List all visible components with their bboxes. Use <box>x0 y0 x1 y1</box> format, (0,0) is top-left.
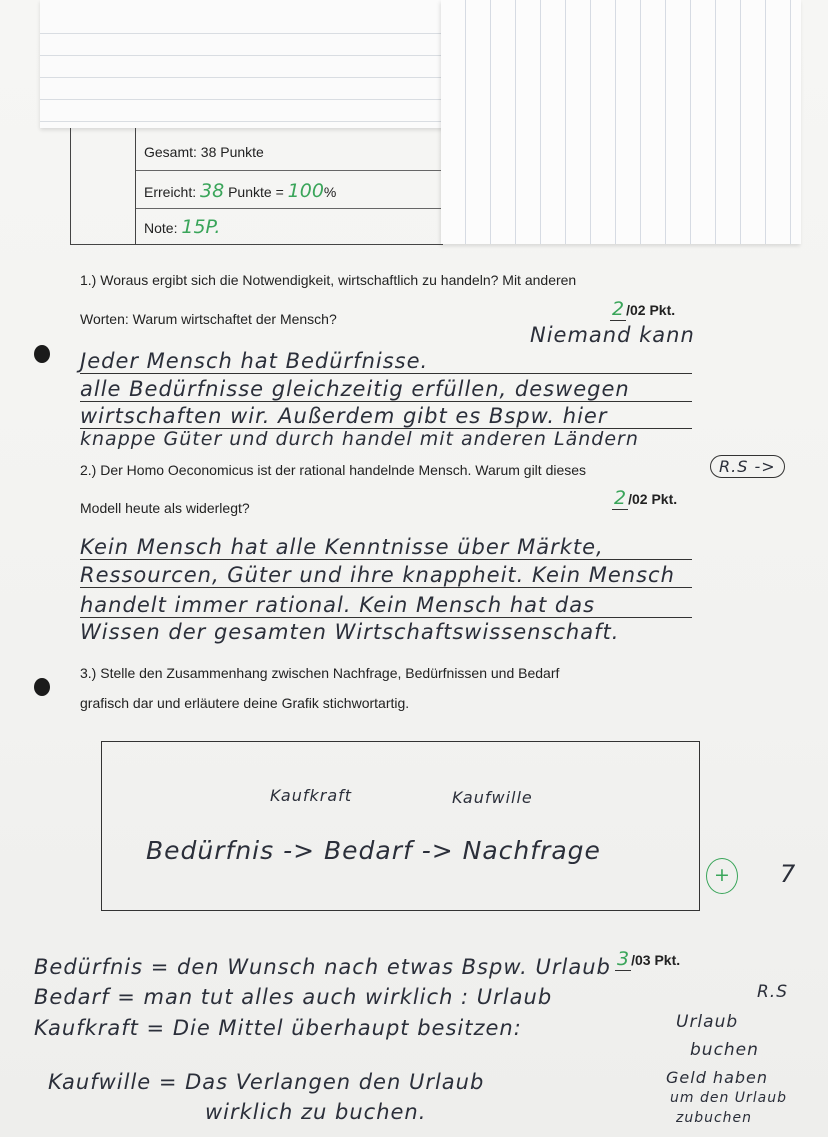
sticky-note-lined <box>40 0 444 128</box>
question-1-points-achieved: 2 <box>612 298 625 320</box>
grader-plus-mark: + <box>706 858 738 894</box>
answer-3-side-note: Urlaub <box>676 1012 739 1032</box>
answer-1-line: Jeder Mensch hat Bedürfnisse. <box>80 349 692 374</box>
diagram-label-kaufkraft: Kaufkraft <box>270 786 353 805</box>
question-1-text: 1.) Woraus ergibt sich die Notwendigkeit, wirtschaftlich zu handeln? Mit anderen <box>80 272 577 288</box>
question-1-points <box>610 298 675 321</box>
answer-2-line: Ressourcen, Güter und ihre knappheit. Kein Mensch <box>80 563 692 588</box>
question-3-points-max: /03 Pkt. <box>631 952 681 968</box>
answer-3-line: Bedürfnis = den Wunsch nach etwas Bspw. Urlaub <box>34 955 611 979</box>
achieved-label: Erreicht: <box>144 184 197 200</box>
binder-hole <box>34 345 50 363</box>
answer-3-line: Bedarf = man tut alles auch wirklich : Urlaub <box>34 985 553 1009</box>
answer-1-insert: Niemand kann <box>530 323 695 347</box>
score-divider <box>136 208 441 209</box>
answer-2-line: handelt immer rational. Kein Mensch hat das <box>80 593 692 618</box>
answer-2-line: Wissen der gesamten Wirtschaftswissenschaft. <box>80 620 620 644</box>
score-box <box>70 128 443 245</box>
answer-1-margin-note: R.S -> <box>710 455 785 478</box>
question-3-points <box>615 948 680 971</box>
answer-3-line: Kaufkraft = Die Mittel überhaupt besitzen: <box>34 1016 522 1040</box>
answer-3-side-note: buchen <box>690 1040 759 1060</box>
achieved-points-row <box>144 180 336 202</box>
percent-value: 100 <box>287 180 324 202</box>
score-box-inner <box>135 128 441 244</box>
question-3-points-achieved: 3 <box>617 948 630 970</box>
question-2-text: 2.) Der Homo Oeconomicus ist der rational handelnde Mensch. Warum gilt dieses <box>80 462 587 478</box>
question-2-text-cont: Modell heute als widerlegt? <box>80 500 250 516</box>
answer-1-line: knappe Güter und durch handel mit anderen Ländern <box>80 428 639 450</box>
sticky-note-grid <box>441 0 801 244</box>
diagram-chain: Bedürfnis -> Bedarf -> Nachfrage <box>146 836 601 865</box>
answer-1-line: wirtschaften wir. Außerdem gibt es Bspw. hier <box>80 404 692 429</box>
question-3-text-cont: grafisch dar und erläutere deine Grafik stichwortartig. <box>80 695 410 711</box>
percent-sign: % <box>323 184 337 200</box>
diagram-box <box>101 741 700 911</box>
total-points: Gesamt: 38 Punkte <box>144 144 264 160</box>
grade-label: Note: <box>144 220 178 236</box>
question-2-points <box>612 487 677 510</box>
points-label: Punkte = <box>228 184 284 200</box>
grader-number: 7 <box>780 860 796 888</box>
grade-row <box>144 216 220 238</box>
question-3-text: 3.) Stelle den Zusammenhang zwischen Nachfrage, Bedürfnissen und Bedarf <box>80 665 560 681</box>
answer-1-line: alle Bedürfnisse gleichzeitig erfüllen, deswegen <box>80 377 692 402</box>
question-2-points-achieved: 2 <box>614 487 627 509</box>
answer-3-line: Kaufwille = Das Verlangen den Urlaub <box>48 1070 485 1094</box>
diagram-label-kaufwille: Kaufwille <box>452 788 533 807</box>
grade-value: 15P. <box>181 216 221 238</box>
question-1-points-max: /02 Pkt. <box>626 302 676 318</box>
binder-hole <box>34 678 50 696</box>
score-divider <box>136 170 441 171</box>
answer-3-line: wirklich zu buchen. <box>205 1100 427 1124</box>
answer-3-side-note: R.S <box>757 982 789 1002</box>
answer-2-line: Kein Mensch hat alle Kenntnisse über Märkte, <box>80 535 692 560</box>
achieved-value: 38 <box>200 180 225 202</box>
answer-3-side-note: um den Urlaub <box>670 1090 788 1106</box>
question-2-points-max: /02 Pkt. <box>628 491 678 507</box>
question-1-text-cont: Worten: Warum wirtschaftet der Mensch? <box>80 311 337 327</box>
answer-3-side-note: zubuchen <box>676 1110 753 1126</box>
answer-3-side-note: Geld haben <box>666 1068 769 1087</box>
